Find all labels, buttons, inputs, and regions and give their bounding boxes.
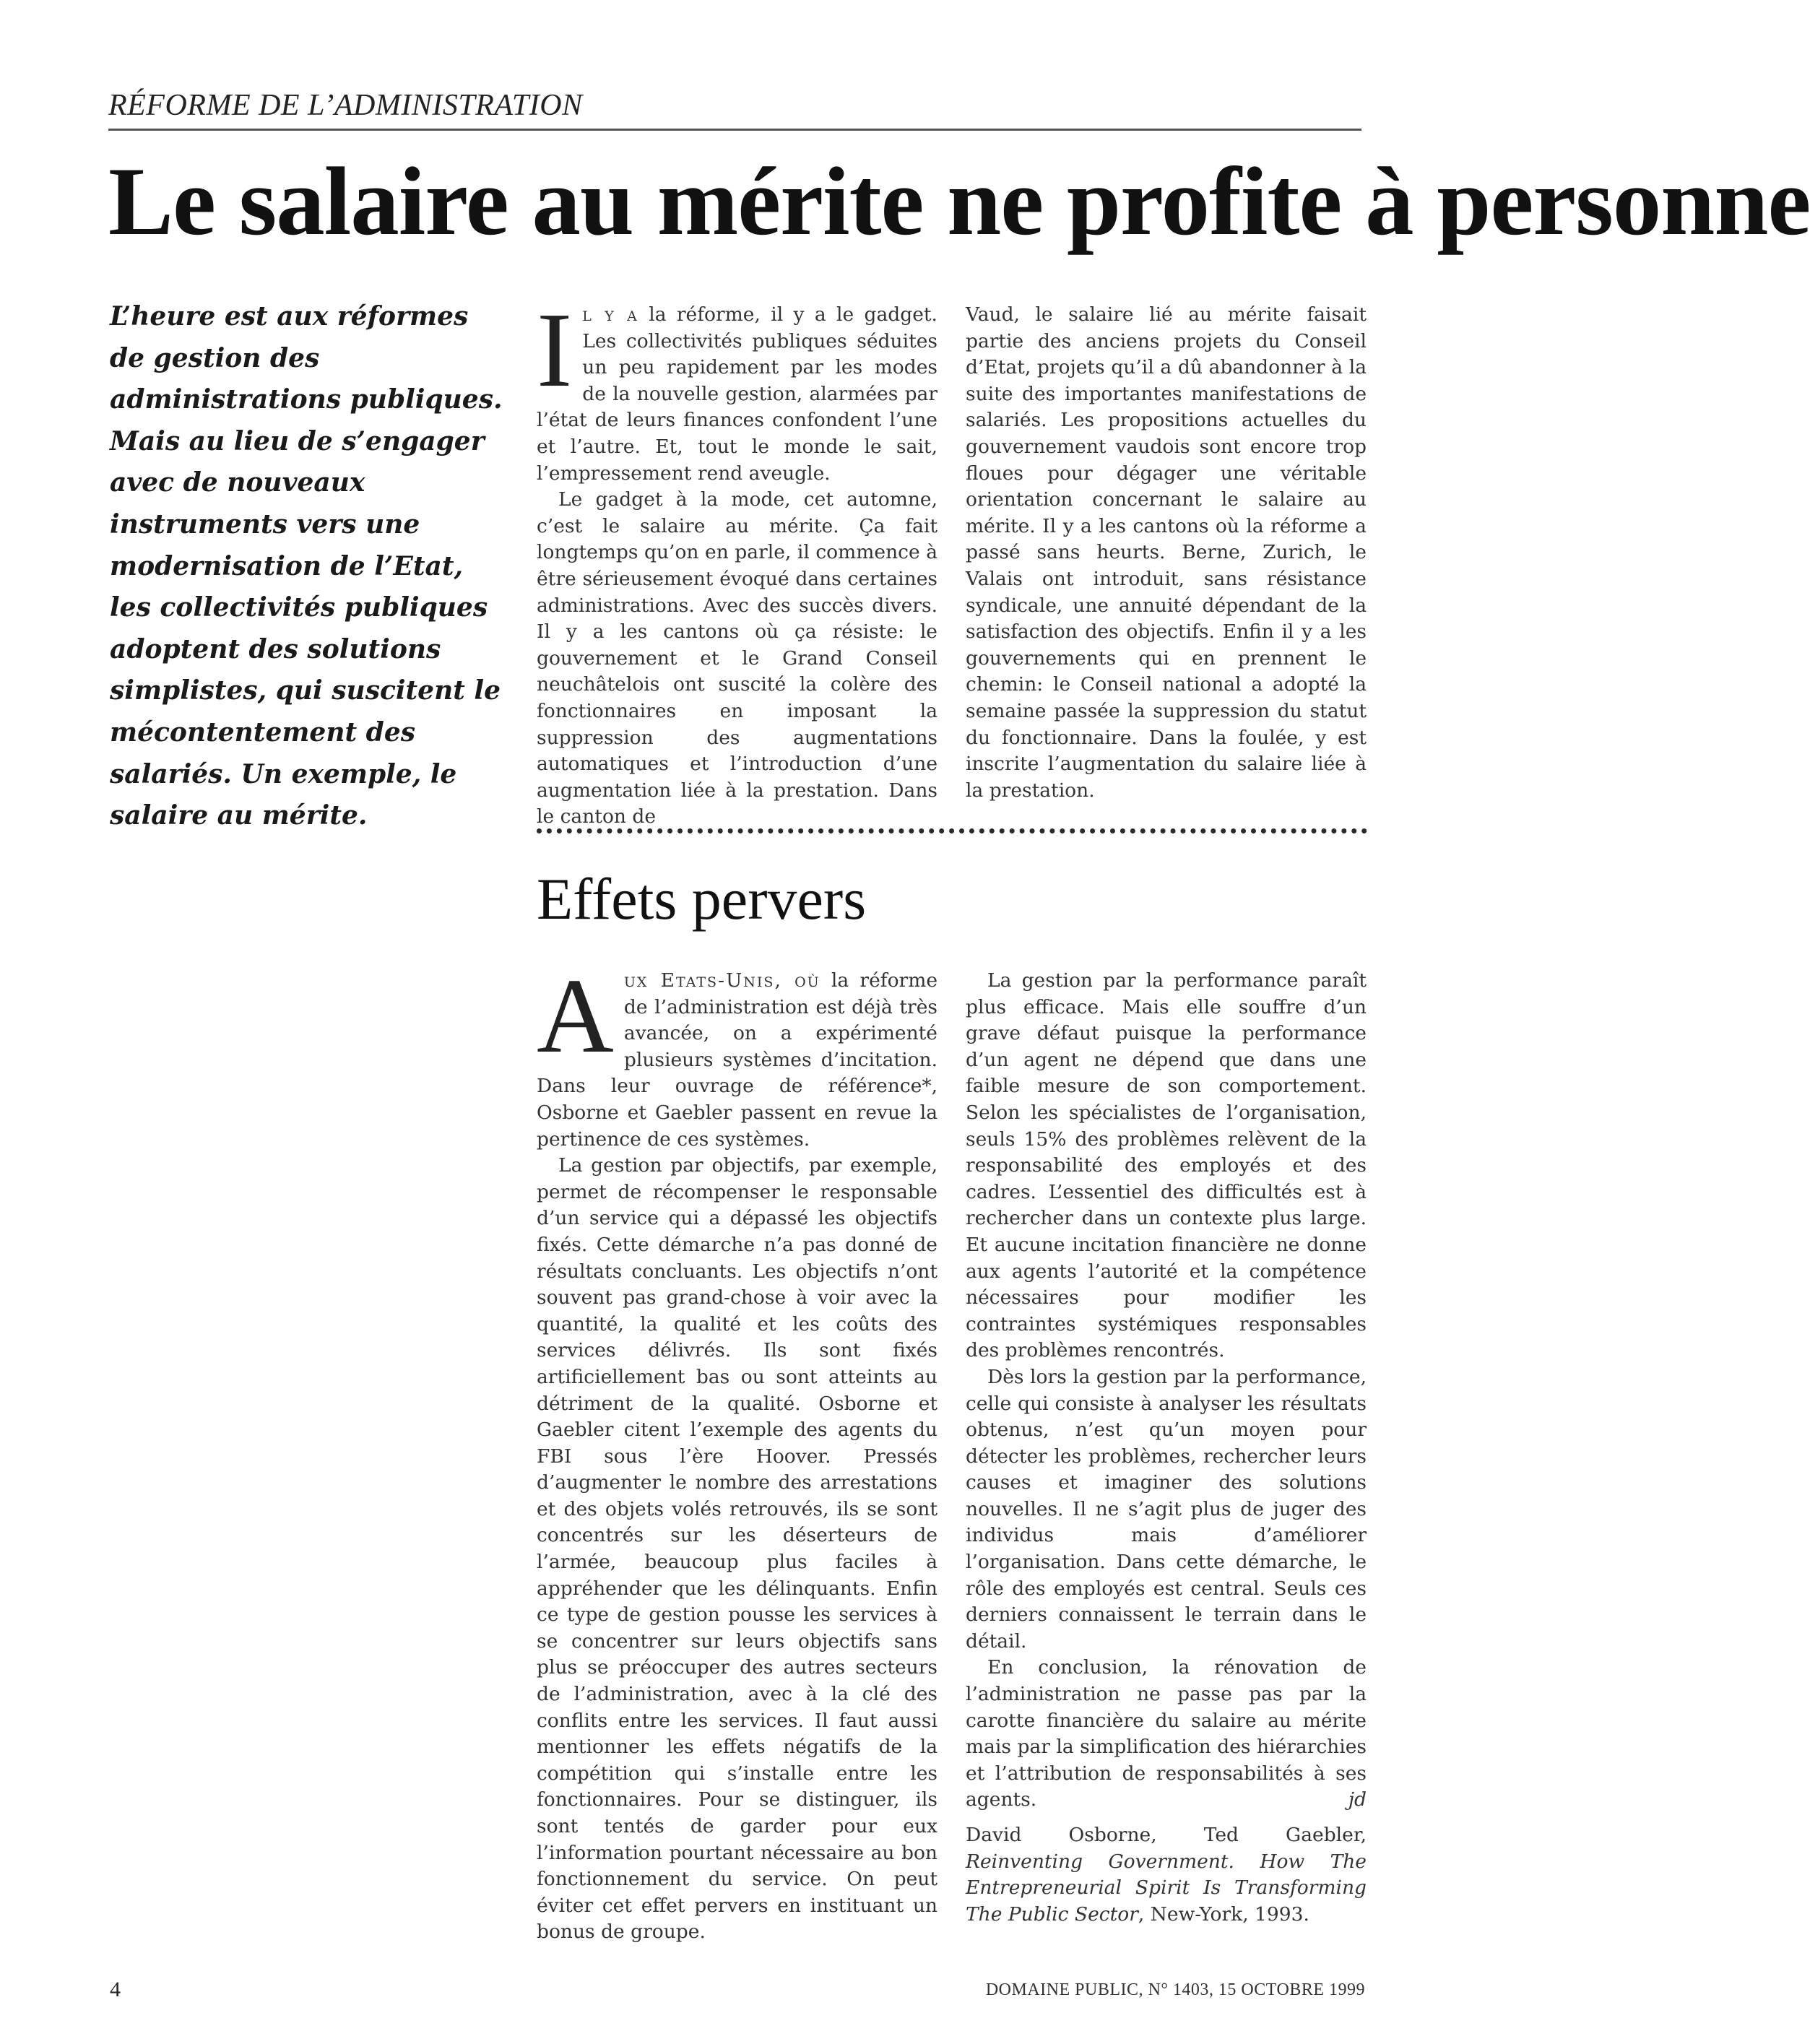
dropcap: I [537, 291, 573, 410]
article2-column-2 [966, 968, 1367, 1928]
article2-paragraph-5 [966, 1655, 1367, 1814]
article1-column-1 [537, 291, 938, 831]
opening-smallcaps: ux Etats-Unis, où [623, 969, 820, 992]
section-rubric: RÉFORME DE L’ADMINISTRATION [108, 88, 1361, 131]
reference-title: Reinventing Government. How The Entrepreneurial Spirit Is Transforming The Public Sector [966, 1850, 1367, 1926]
headline-container [108, 144, 1810, 260]
reference-tail: , New-York, 1993. [1138, 1902, 1309, 1926]
author-signature: jd [1348, 1788, 1367, 1811]
masthead-footer: DOMAINE PUBLIC, N° 1403, 15 OCTOBRE 1999 [985, 1980, 1365, 1999]
article1-paragraph-2: Le gadget à la mode, cet automne, c’est le salaire au mérite. Ça fait longtemps qu’on en parle, il commence à être sérieusement évoqué dans certaines administrations. Avec des succès divers. Il y a les cantons où ça résiste: le gouvernement et le Grand Conseil neuchâtelois ont suscité la colère des fonctionnaires en imposant la suppression des augmentations automatiques et l’introduction d’une augmentation liée à la prestation. Dans le canton de [537, 488, 938, 828]
paragraph-text: la réforme, il y a le gadget. Les collectivités publiques séduites un peu rapidement par les modes de la nouvelle gestion, alarmées par l’état de leurs finances confondent l’une et l’autre. Et, tout le monde le sait, l’empressement rend aveugle. [537, 303, 938, 485]
bibliographic-reference [966, 1822, 1367, 1928]
article2-paragraph-4: Dès lors la gestion par la performance, celle qui consiste à analyser les résultats obtenus, n’est qu’un moyen pour détecter les problèmes, rechercher leurs causes et imaginer des solutions nouvelles. Il ne s’agit plus de juger des individus mais d’améliorer l’organisation. Dans cette démarche, le rôle des employés est central. Seuls ces derniers connaissent le terrain dans le détail. [966, 1365, 1367, 1653]
article1-paragraph-2-continued: Vaud, le salaire lié au mérite faisait partie des anciens projets du Conseil d’Etat, projets qu’il a dû abandonner à la suite des importantes manifestations de salariés. Les propositions actuelles du gouvernement vaudois sont encore trop floues pour dégager une véritable orientation concernant le salaire au mérite. Il y a les cantons où la réforme a passé sans heurts. Berne, Zurich, le Valais ont introduit, sans résistance syndicale, une annuité dépendant de la satisfaction des objectifs. Enfin il y a les gouvernements qui en prennent le chemin: le Conseil national a adopté la semaine passée la suppression du statut du fonctionnaire. Dans la foulée, y est inscrite l’augmentation du salaire liée à la prestation. [966, 303, 1367, 802]
page-number: 4 [110, 1978, 121, 2001]
article1-paragraph-1 [537, 291, 938, 487]
dotted-divider [537, 828, 1367, 833]
subheading: Effets pervers [537, 866, 867, 932]
dropcap: A [537, 957, 614, 1075]
article2-paragraph-1 [537, 957, 938, 1153]
article2-paragraph-2: La gestion par objectifs, par exemple, permet de récompenser le responsable d’un service qui a dépassé les objectifs fixés. Cette démarche n’a pas donné de résultats concluants. Les objectifs n’ont souvent pas grand-chose à voir avec la quantité, la qualité et les coûts des services délivrés. Ils sont fixés artificiellement bas ou sont atteints au détriment de la qualité. Osborne et Gaebler citent l’exemple des agents du FBI sous l’ère Hoover. Pressés d’augmenter le nombre des arrestations et des objets volés retrouvés, ils se sont concentrés sur les déserteurs de l’armée, beaucoup plus faciles à appréhender que les délinquants. Enfin ce type de gestion pousse les services à se concentrer sur leurs objectifs sans plus se préoccuper des autres secteurs de l’administration, avec à la clé des conflits entre les services. Il faut aussi mentionner les effets négatifs de la compétition qui s’installe entre les fonctionnaires. Pour se distinguer, ils sont tentés de garder pour eux l’information pourtant nécessaire au bon fonctionnement du service. On peut éviter cet effet pervers en instituant un bonus de groupe. [537, 1154, 938, 1944]
paragraph-text: la réforme de l’administration est déjà très avancée, on a expérimenté plusieurs systèmes d’incitation. Dans leur ouvrage de référence*, Osborne et Gaebler passent en revue la pertinence de ces systèmes. [537, 969, 938, 1151]
article2-column-1 [537, 957, 938, 1946]
opening-smallcaps: l y a [582, 303, 638, 326]
lede: L’heure est aux réformes de gestion des administrations publiques. Mais au lieu de s’engager avec de nouveaux instruments vers une modernisation de l’Etat, les collectivités publiques adoptent des solutions simplistes, qui suscitent le mécontentement des salariés. Un exemple, le salaire au mérite. [110, 301, 503, 831]
article2-paragraph-3: La gestion par la performance paraît plus efficace. Mais elle souffre d’un grave défaut puisque la performance d’un agent ne dépend que dans une faible mesure de son comportement. Selon les spécialistes de l’organisation, seuls 15% des problèmes relèvent de la responsabilité des employés et des cadres. L’essentiel des difficultés est à rechercher dans un contexte plus large. Et aucune incitation financière ne donne aux agents l’autorité et la compétence nécessaires pour modifier les contraintes systémiques responsables des problèmes rencontrés. [966, 969, 1367, 1362]
reference-authors: David Osborne, Ted Gaebler, [966, 1824, 1367, 1846]
headline: Le salaire au mérite ne profite à personne [108, 148, 1810, 256]
article1-column-2 [966, 302, 1367, 804]
paragraph-text: En conclusion, la rénovation de l’administration ne passe pas par la carotte financière du salaire au mérite mais par la simplification des hiérarchies et l’attribution de responsabilités à ses agents. [966, 1656, 1367, 1811]
